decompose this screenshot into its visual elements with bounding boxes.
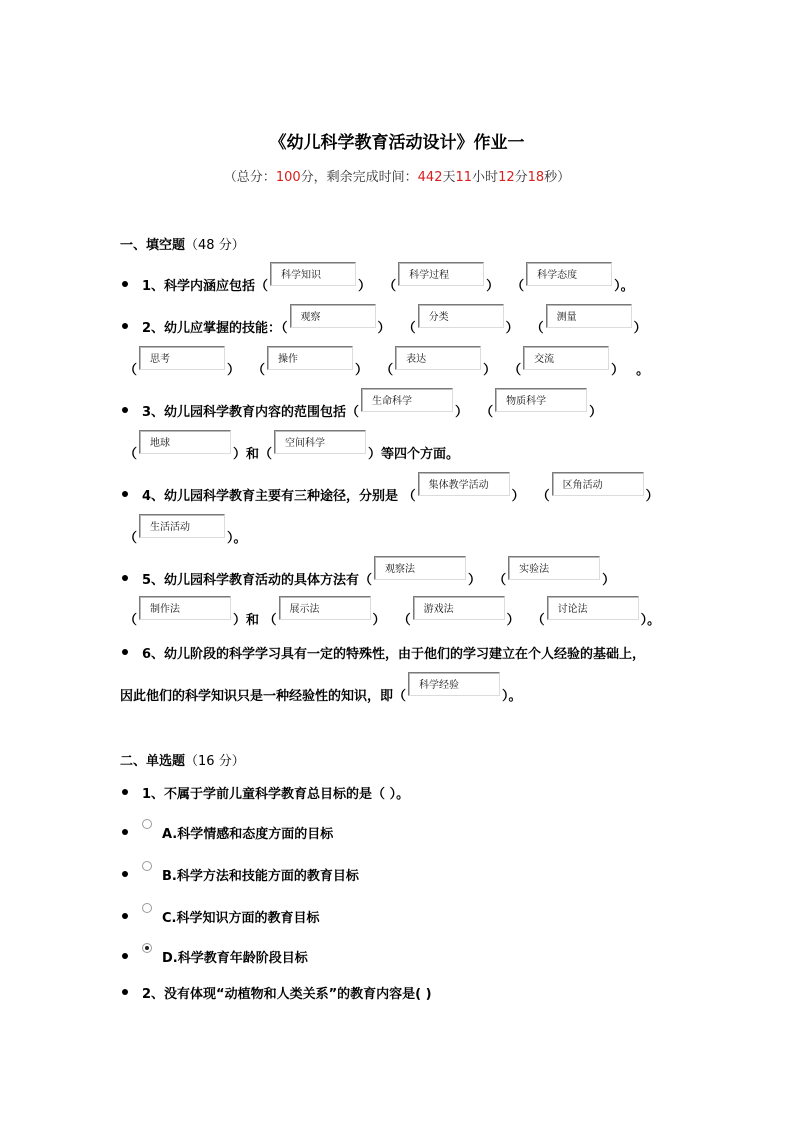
question-4: 4、幼儿园科学教育主要有三种途径，分别是 （ 集体教学活动 ） （ 区角活动 ） — [120, 480, 659, 508]
answer-field[interactable]: 物质科学 — [495, 388, 587, 412]
remaining-minutes: 12 — [498, 170, 515, 185]
bullet-icon — [122, 407, 128, 413]
question-text: 1、科学内涵应包括（ — [142, 278, 269, 294]
bullet-icon — [122, 829, 128, 835]
answer-field[interactable]: 游戏法 — [413, 596, 505, 620]
bullet-icon — [122, 281, 128, 287]
info-prefix: （总分： — [223, 170, 276, 185]
bullet-icon — [122, 789, 128, 795]
answer-field[interactable]: 表达 — [395, 346, 481, 370]
question-text: 2、没有体现“动植物和人类关系”的教育内容是( ) — [142, 986, 432, 1002]
bullet-icon — [122, 989, 128, 995]
mc-option-c[interactable]: C.科学知识方面的教育目标 — [120, 902, 319, 930]
question-text: 2、幼儿应掌握的技能：（ — [142, 320, 288, 336]
question-5-continued: （ 制作法 ）和 （ 展示法 ） （ 游戏法 ） （ 讨论法 ）。 — [124, 604, 660, 632]
bullet-icon — [122, 953, 128, 959]
seconds-unit: 秒） — [544, 170, 571, 185]
section-title: 二、单选题 — [120, 754, 186, 769]
question-3-continued: （ 地球 ）和（ 空间科学 ）等四个方面。 — [124, 438, 459, 466]
bullet-icon — [122, 649, 128, 655]
question-3: 3、幼儿园科学教育内容的范围包括（ 生命科学 ） （ 物质科学 ） — [120, 396, 602, 424]
question-6 — [120, 638, 645, 666]
mc-option-b[interactable]: B.科学方法和技能方面的教育目标 — [120, 860, 359, 888]
answer-field[interactable]: 科学知识 — [270, 262, 356, 286]
remaining-days: 442 — [417, 170, 443, 185]
answer-field[interactable]: 空间科学 — [274, 430, 366, 454]
answer-field[interactable]: 集体教学活动 — [418, 472, 510, 496]
remaining-seconds: 18 — [527, 170, 545, 185]
section-single-choice-heading — [120, 750, 245, 769]
section-points: （48 分） — [185, 238, 245, 253]
mc-question-1 — [120, 778, 409, 806]
bullet-icon — [122, 491, 128, 497]
radio-button-icon[interactable] — [142, 903, 152, 913]
bullet-icon — [122, 871, 128, 877]
question-text: 3、幼儿园科学教育内容的范围包括（ — [142, 404, 360, 420]
answer-field[interactable]: 地球 — [139, 430, 231, 454]
answer-field[interactable]: 分类 — [418, 304, 504, 328]
answer-field[interactable]: 讨论法 — [547, 596, 639, 620]
score-timer-info — [0, 166, 794, 185]
mc-question-2 — [120, 978, 432, 1006]
bullet-icon — [122, 913, 128, 919]
question-text: 1、不属于学前儿童科学教育总目标的是（ ）。 — [142, 786, 410, 802]
answer-field[interactable]: 区角活动 — [552, 472, 644, 496]
answer-field[interactable]: 展示法 — [279, 596, 371, 620]
hours-unit: 小时 — [472, 170, 499, 185]
section-title: 一、填空题 — [120, 238, 186, 253]
days-unit: 天 — [442, 170, 456, 185]
radio-button-icon[interactable] — [142, 819, 152, 829]
question-4-continued: （ 生活活动 ）。 — [124, 522, 247, 550]
question-2: 2、幼儿应掌握的技能：（ 观察 ） （ 分类 ） （ 测量 ） — [120, 312, 647, 340]
answer-field[interactable]: 操作 — [267, 346, 353, 370]
answer-field[interactable]: 科学过程 — [398, 262, 484, 286]
answer-field[interactable]: 实验法 — [508, 556, 600, 580]
question-2-continued: （ 思考 ） （ 操作 ） （ 表达 ） （ 交流 ） 。 — [124, 354, 649, 382]
answer-field[interactable]: 科学经验 — [408, 672, 500, 696]
section-fill-in-blank-heading — [120, 234, 245, 253]
answer-field[interactable]: 交流 — [523, 346, 609, 370]
answer-field[interactable]: 制作法 — [139, 596, 231, 620]
bullet-icon — [122, 323, 128, 329]
info-mid: 分，剩余完成时间： — [300, 170, 418, 185]
question-5: 5、幼儿园科学教育活动的具体方法有（ 观察法 ） （ 实验法 ） — [120, 564, 615, 592]
total-score: 100 — [275, 170, 301, 185]
answer-field[interactable]: 观察法 — [374, 556, 466, 580]
question-text: 5、幼儿园科学教育活动的具体方法有（ — [142, 572, 373, 588]
page-title: 《幼儿科学教育活动设计》作业一 — [269, 133, 525, 153]
remaining-hours: 11 — [455, 170, 473, 185]
answer-field[interactable]: 生活活动 — [139, 514, 225, 538]
minutes-unit: 分 — [514, 170, 528, 185]
answer-field[interactable]: 生命科学 — [361, 388, 453, 412]
question-text: 4、幼儿园科学教育主要有三种途径，分别是 （ — [142, 488, 416, 504]
question-text: 6、幼儿阶段的科学学习具有一定的特殊性，由于他们的学习建立在个人经验的基础上， — [142, 646, 646, 662]
answer-field[interactable]: 测量 — [546, 304, 632, 328]
mc-option-a[interactable]: A.科学情感和态度方面的目标 — [120, 818, 333, 846]
question-1: 1、科学内涵应包括（ 科学知识 ） （ 科学过程 ） （ 科学态度 ）。 — [120, 270, 634, 298]
radio-button-selected-icon[interactable] — [142, 943, 152, 953]
mc-option-d[interactable]: D.科学教育年龄阶段目标 — [120, 942, 308, 970]
answer-field[interactable]: 思考 — [139, 346, 225, 370]
section-points: （16 分） — [185, 754, 245, 769]
bullet-icon — [122, 575, 128, 581]
radio-button-icon[interactable] — [142, 861, 152, 871]
answer-field[interactable]: 观察 — [290, 304, 376, 328]
answer-field[interactable]: 科学态度 — [526, 262, 612, 286]
question-6-continued: 因此他们的科学知识只是一种经验性的知识，即（ 科学经验 ）。 — [120, 680, 522, 708]
